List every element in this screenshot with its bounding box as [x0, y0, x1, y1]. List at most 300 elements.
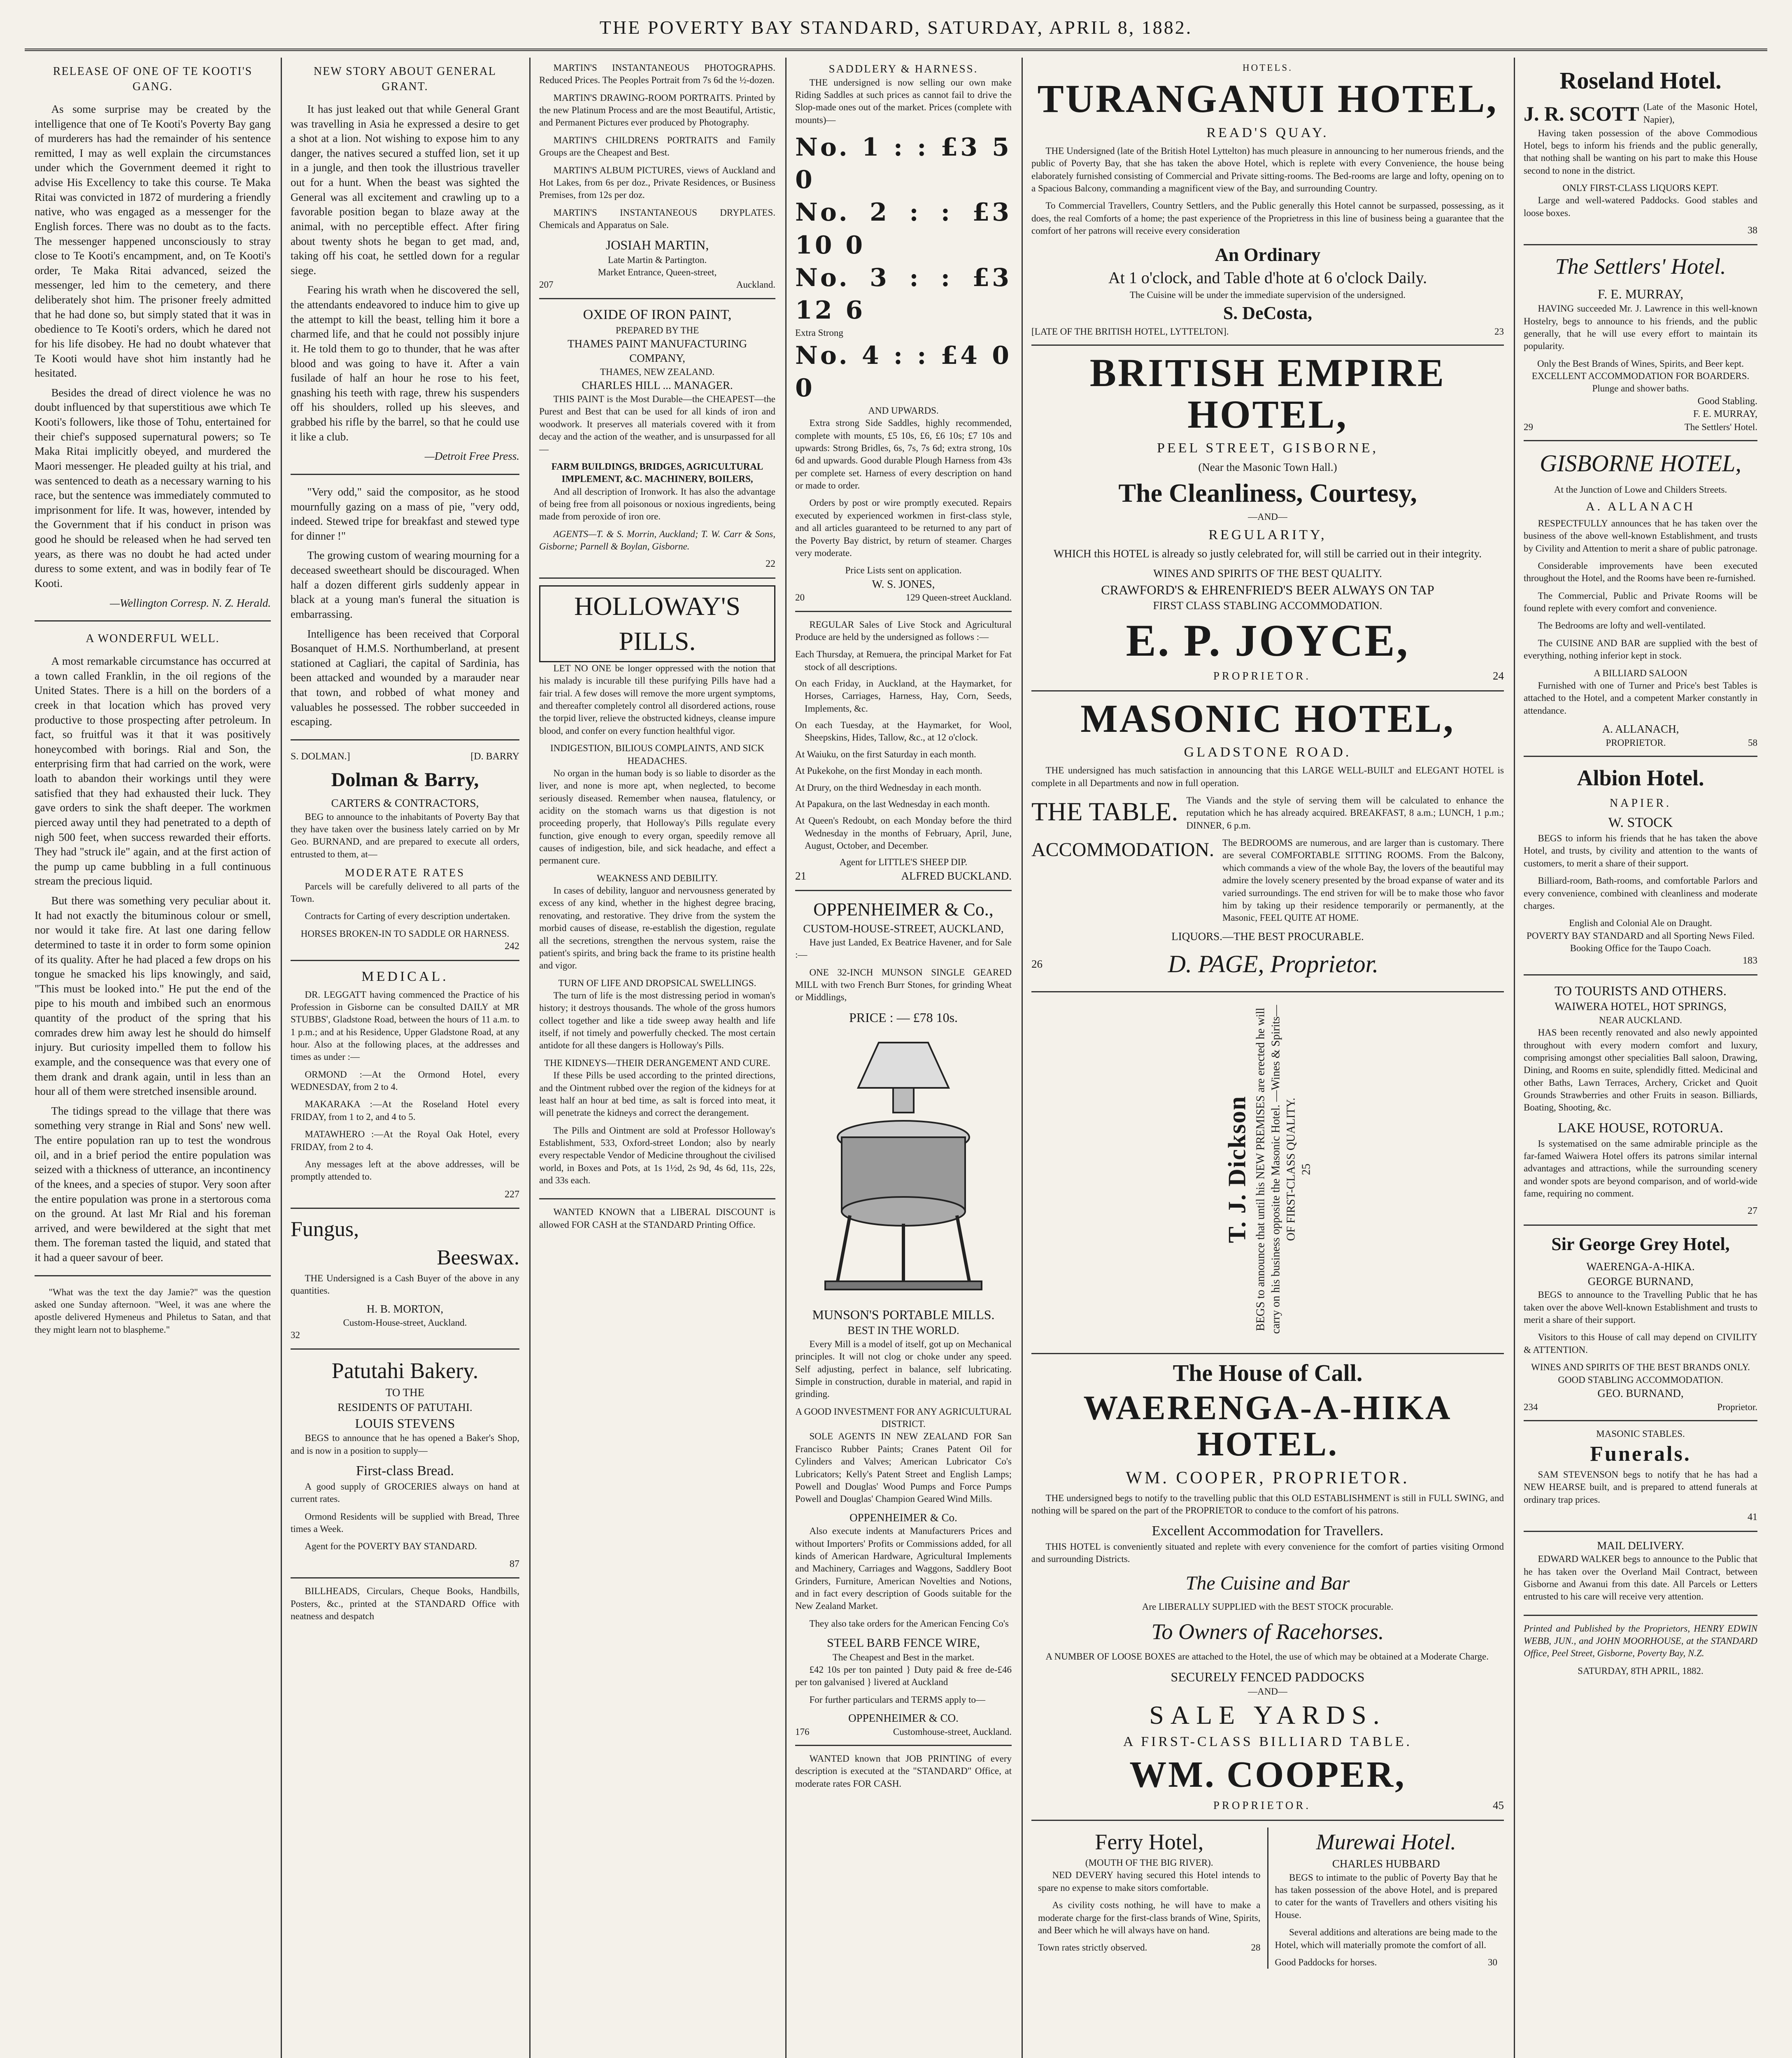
advert-body: FIRST CLASS STABLING ACCOMMODATION. — [1153, 599, 1382, 612]
advert-title: Dolman & Barry, — [331, 768, 479, 791]
advert-title: GISBORNE HOTEL, — [1540, 450, 1741, 477]
article-paragraph: It has just leaked out that while General Grant was travelling in Asia he expressed a desire to get a shot at a lion. Not wishing to expose him to any danger, the natives secured a stuffed lion, set it up in a jungle, and then took the illustrious traveller out for a hunt. When the beast was sighted the General was all excitement and crawling up to a favorable position began to blaze away at the animal, with no perceptible effect. After firing about twenty shots he began to get mad, and, taking off his coat, he settled down for a regular siege. — [291, 102, 519, 277]
advert-name: JOSIAH MARTIN, — [605, 237, 709, 253]
advert-body: Is systematised on the same admirable principle as the far-famed Waiwera Hotel offers its patrons similar internal advantages and attractions, while the surrounding scenery and wonder spots are beyond comparison, and of world-wide fame, requiring no comment. — [1524, 1138, 1757, 1199]
advert-number: 29 — [1524, 422, 1533, 433]
advert-albion-hotel — [1524, 764, 1757, 975]
advert-number: 32 — [291, 1330, 300, 1341]
advert-subtitle: Late Martin & Partington. — [607, 254, 707, 265]
column-3 — [529, 58, 785, 2058]
advert-subtitle: MASONIC STABLES. — [1596, 1428, 1685, 1439]
sales-schedule-item: At Queen's Redoubt, on each Monday before the third Wednesday in the months of February, April, June, August, October, and December. — [795, 815, 1012, 851]
advert-address: 129 Queen-street Auckland. — [905, 592, 1012, 603]
column-6 — [1514, 58, 1767, 2058]
article-title: A WONDERFUL WELL. — [86, 632, 220, 645]
advert-billheads: BILLHEADS, Circulars, Cheque Books, Handbills, Posters, &c., printed at the STANDARD Office with neatness and despatch — [291, 1586, 519, 1622]
advert-name: W. STOCK — [1608, 815, 1673, 831]
advert-name: A. ALLANACH — [1586, 500, 1695, 514]
advert-body: BEGS to announce that until his NEW PREMISES are erected he will carry on his business opposite the Masonic Hotel. —Wines & Spirits— OF FIRST-CLASS QUALITY. — [1254, 1005, 1298, 1334]
advert-price: PRICE : — £78 10s. — [849, 1010, 958, 1025]
advert-body: Furnished with one of Turner and Price's best Tables is attached to the Hotel, and a competent Marker constantly in attendance. — [1524, 680, 1757, 716]
advert-city: Auckland. — [736, 279, 775, 290]
advert-body: NED DEVERY having secured this Hotel intends to spare no expense to make sitors comfortable. — [1038, 1870, 1261, 1893]
advert-body: HAVING succeeded Mr. J. Lawrence in this well-known Hostelry, begs to announce to his friends, and the public generally, that he will use every effort to maintain its popularity. — [1524, 303, 1757, 352]
advert-title: WAERENGA-A-HIKA HOTEL. — [1083, 1389, 1452, 1464]
advert-martin — [539, 62, 775, 299]
advert-body: Agent for the POVERTY BAY STANDARD. — [305, 1541, 477, 1552]
advert-number: 227 — [505, 1189, 519, 1200]
advert-body: MARTIN'S DRAWING-ROOM PORTRAITS. Printed by the new Platinum Process and are the most Beautiful, Artistic, and Permanent Pictures ever produced by Photography. — [539, 92, 775, 128]
advert-name: GEORGE BURNAND, — [1587, 1275, 1694, 1287]
column-4 — [785, 58, 1022, 2058]
article-paragraph: The growing custom of wearing mourning for a deceased sweetheart should be discouraged. When half a dozen different girls suddenly appear in black at a young man's funeral the situation is embarrassing. — [291, 549, 519, 620]
advert-number: 242 — [505, 941, 519, 952]
advert-title: OPPENHEIMER & Co., — [813, 899, 994, 920]
advert-body: SOLE AGENTS IN NEW ZEALAND FOR San Francisco Rubber Paints; Cranes Patent Oil for Cylinders and Valves; American Lubricator Co's Lubricators; Kelly's Patent Street and English Lamps; Powell and Douglas' Wood Pumps and Force Pumps Powell and Douglas' Champion Geared Wind Mills. — [795, 1431, 1012, 1504]
advert-waerenga-hotel — [1031, 1361, 1504, 1821]
advert-name: OPPENHEIMER & CO. — [848, 1712, 959, 1725]
advert-number: 207 — [539, 279, 554, 290]
advert-highlight: SECURELY FENCED PADDOCKS — [1171, 1669, 1365, 1684]
advert-body: THE undersigned is now selling our own make Riding Saddles at such prices as cannot fail to drive the Slop-made ones out of the market. Prices (complete with mounts)— — [795, 77, 1012, 125]
advert-highlight: MODERATE RATES — [344, 866, 465, 879]
advert-subtitle: PEEL STREET, GISBORNE, — [1157, 440, 1379, 456]
article-paragraph: As some surprise may be created by the intelligence that one of Te Kooti's Poverty Bay gang of murderers has had the remainder of his sentence remitted, I may as well explain the circumstances under which the Government deemed it right to advise His Excellency to take this course. Te Maka Ritai was convicted in 1872 of murdering a friendly native, who was engaged as a messenger for the English forces. There was no doubt as to the facts. The messenger happened unconsciously to stray close to Te Kooti's encampment, and, on Te Kooti's order, Te Maka Ritai advanced, seized the messenger, led him to the cemetery, and there deliberately shot him. The prisoner freely admitted that he had done so, but simply stated that it was in obedience to Te Kooti's orders, which he dared not for his life disobey. He had no doubt whatever that Te Kooti would have shot him instantly had he hesitated. — [35, 102, 271, 379]
advert-body: EXCELLENT ACCOMMODATION FOR BOARDERS. — [1531, 371, 1750, 382]
column-5 — [1022, 58, 1514, 2058]
advert-body: The BEDROOMS are numerous, and are larger than is customary. There are several COMFORTABLE SITTING ROOMS. From the Balcony, which commands a view of the whole Bay, the lovers of the beautiful may admire the lovely scenery presented by the broad expanse of water and its varied surroundings. The end striven for will be to make those who favor him by taking up their residence temporarily or permanently, at the Masonic, FEEL QUITE AT HOME. — [1222, 838, 1504, 923]
advert-body: £42 10s per ton painted } Duty paid & free de-£46 per ton galvanised } livered at Auckland — [795, 1665, 1012, 1688]
advert-body: Have just Landed, Ex Beatrice Havener, and for Sale :— — [795, 937, 1012, 960]
advert-fungus — [291, 1215, 519, 1349]
advert-title: Funerals. — [1590, 1442, 1691, 1466]
advert-subtitle: PROPRIETOR. — [1606, 737, 1666, 748]
advert-body: THIS HOTEL is conveniently situated and replete with every convenience for the comfort of parties visiting Ormond and surrounding Districts. — [1031, 1541, 1504, 1564]
advert-murewai-hotel — [1267, 1828, 1504, 1969]
advert-body: MARTIN'S ALBUM PICTURES, views of Auckland and Hot Lakes, from 6s per doz., Private Residences, or Business Premises, from 12s per doz. — [539, 165, 775, 200]
advert-title: Fungus, — [291, 1218, 359, 1241]
advert-title: Beeswax. — [437, 1246, 519, 1269]
advert-body: As civility costs nothing, he will have to make a moderate charge for the first-class brands of Wine, Spirits, and Beer which he will always have on hand. — [1038, 1900, 1261, 1935]
advert-body: EDWARD WALKER begs to announce to the Public that he has taken over the Overland Mail Contract, between Gisborne and Awanui from this date. All Parcels or Letters entrusted to his care will receive very attention. — [1524, 1554, 1757, 1602]
sales-schedule-item: At Papakura, on the last Wednesday in each month. — [795, 799, 990, 809]
advert-subhead: THE TABLE. — [1031, 797, 1178, 826]
advert-subtitle: THAMES, NEW ZEALAND. — [600, 367, 715, 377]
advert-subtitle: PREPARED BY THE — [615, 325, 699, 335]
advert-body: POVERTY BAY STANDARD and all Sporting News Filed. — [1527, 930, 1755, 941]
advert-subtitle: NAPIER. — [1609, 797, 1672, 810]
advert-subtitle: BEST IN THE WORLD. — [847, 1324, 959, 1337]
advert-highlight: An Ordinary — [1215, 244, 1321, 265]
advert-address: Customhouse-street, Auckland. — [893, 1726, 1012, 1737]
advert-body: Are LIBERALLY SUPPLIED with the BEST STOCK procurable. — [1142, 1601, 1394, 1612]
hotels-two-column — [1031, 1828, 1504, 1969]
advert-number: 58 — [1748, 737, 1757, 748]
advert-number: 24 — [1493, 669, 1504, 682]
advert-number: 176 — [795, 1726, 810, 1737]
advert-subtitle: PROPRIETOR. — [1213, 1799, 1311, 1812]
advert-body: MARTIN'S CHILDRENS PORTRAITS and Family Groups are the Cheapest and Best. — [539, 135, 775, 158]
advert-number: 41 — [1748, 1511, 1757, 1523]
advert-subhead: THE KIDNEYS—THEIR DERANGEMENT AND CURE. — [544, 1057, 770, 1068]
advert-number: 38 — [1748, 225, 1757, 236]
advert-saddlery — [795, 62, 1012, 612]
advert-body: Agent for LITTLE'S SHEEP DIP. — [839, 857, 968, 868]
advert-name: J. R. SCOTT — [1524, 102, 1639, 125]
advert-title: Albion Hotel. — [1577, 765, 1704, 790]
advert-subtitle: A GOOD INVESTMENT FOR ANY AGRICULTURAL DISTRICT. — [795, 1406, 1012, 1429]
advert-body: Town rates strictly observed. — [1038, 1942, 1147, 1953]
advert-body: Booking Office for the Taupo Coach. — [1570, 943, 1711, 953]
price-row: No. 2 : : £3 10 0 — [795, 198, 1012, 260]
advert-subtitle: —AND— — [1248, 1686, 1287, 1697]
advert-subtitle: (MOUTH OF THE BIG RIVER). — [1085, 1858, 1213, 1868]
advert-body: WINES AND SPIRITS OF THE BEST BRANDS ONLY. — [1531, 1362, 1750, 1373]
advert-body: THE undersigned begs to notify to the travelling public that this OLD ESTABLISHMENT is still in FULL SWING, and nothing will be spared on the part of the PROPRIETOR to conduce to the comfort of his patrons. — [1031, 1493, 1504, 1516]
advert-body: LIQUORS.—THE BEST PROCURABLE. — [1171, 930, 1364, 943]
advert-subtitle: GLADSTONE ROAD. — [1184, 745, 1352, 760]
section-title: HOTELS. — [1243, 63, 1293, 73]
advert-agents: AGENTS—T. & S. Morrin, Auckland; T. W. Carr & Sons, Gisborne; Parnell & Boylan, Gisborne. — [539, 528, 775, 552]
advert-body: Contracts for Carting of every description undertaken. — [305, 911, 510, 922]
advert-title: Murewai Hotel. — [1316, 1829, 1456, 1854]
advert-body: THE Undersigned is a Cash Buyer of the above in any quantities. — [291, 1273, 519, 1296]
advert-title: OXIDE OF IRON PAINT, — [583, 307, 732, 322]
advert-highlight: At 1 o'clock, and Table d'hote at 6 o'clock Daily. — [1108, 268, 1427, 287]
advert-body: ONLY FIRST-CLASS LIQUORS KEPT. — [1562, 182, 1719, 193]
advert-subtitle: AND UPWARDS. — [868, 405, 939, 416]
advert-highlight: A BILLIARD SALOON — [1594, 668, 1687, 678]
advert-title: MUNSON'S PORTABLE MILLS. — [812, 1307, 995, 1322]
advert-number: 183 — [1743, 955, 1757, 966]
advert-ferry-hotel — [1031, 1828, 1267, 1969]
advert-body: Good Paddocks for horses. — [1275, 1957, 1377, 1967]
masthead-rule — [25, 49, 1767, 51]
advert-body: THE Undersigned (late of the British Hotel Lyttelton) has much pleasure in announcing to her numerous friends, and the public of Poverty Bay, that she has taken the above Hotel, which is replete with every Convenience, the house being elaborately furnished consisting of Commercial and Private sitting-rooms. The Bed-rooms are large and lofty, opening on to a Spacious Balcony, commanding a magnificent view of the Bay, and surrounding Country. — [1031, 146, 1504, 194]
advert-masonic-hotel — [1031, 698, 1504, 993]
advert-wanted: WANTED known that JOB PRINTING of every description is executed at the "STANDARD" Office, at moderate rates FOR CASH. — [795, 1753, 1012, 1789]
advert-body: Large and well-watered Paddocks. Good stables and loose boxes. — [1524, 195, 1757, 218]
advert-body: BEGS to announce that he has opened a Baker's Shop, and is now in a position to supply— — [291, 1433, 519, 1456]
advert-name: GEO. BURNAND, — [1597, 1387, 1684, 1399]
advert-number: 25 — [1300, 1164, 1313, 1176]
advert-body: MAKARAKA :—At the Roseland Hotel every FRIDAY, from 1 to 2, and 4 to 5. — [291, 1099, 519, 1122]
advert-highlight: STEEL BARB FENCE WIRE, — [827, 1636, 980, 1650]
article-paragraph: "What was the text the day Jamie?" was the question asked one Sunday afternoon. "Weel, it was ane where the apostle delivered Hymeneus and Philetus to Satan, and that they might learn not to blaspheme." — [35, 1287, 271, 1335]
advert-subtitle: WM. COOPER, PROPRIETOR. — [1126, 1468, 1410, 1488]
advert-subtitle: THAMES PAINT MANUFACTURING COMPANY, — [567, 337, 747, 365]
sales-schedule-item: On each Friday, in Auckland, at the Haymarket, for Horses, Carriages, Harness, Hay, Corn, Seeds, Implements, &c. — [795, 678, 1012, 714]
divider — [291, 474, 519, 475]
advert-subhead: WEAKNESS AND DEBILITY. — [596, 873, 718, 883]
advert-number: 23 — [1494, 326, 1504, 337]
article-title: RELEASE OF ONE OF TE KOOTI'S GANG. — [53, 65, 253, 93]
advert-name: H. B. MORTON, — [366, 1303, 444, 1315]
advert-sir-george-grey-hotel — [1524, 1232, 1757, 1421]
advert-body: Good Stabling. — [1697, 396, 1757, 407]
advert-title: TO TOURISTS AND OTHERS. — [1555, 983, 1727, 998]
advert-body: RESPECTFULLY announces that he has taken over the business of the above well-known Establishment, and trusts by Civility and Attention to merit a share of public patronage. — [1524, 518, 1757, 554]
sales-schedule-item: At Pukekohe, on the first Monday in each month. — [795, 766, 982, 776]
advert-title: MAIL DELIVERY. — [1597, 1539, 1684, 1552]
advert-subhead: The Cuisine and Bar — [1185, 1572, 1350, 1595]
advert-subhead: INDIGESTION, BILIOUS COMPLAINTS, AND SICK HEADACHES. — [550, 743, 765, 766]
advert-highlight: Excellent Accommodation for Travellers. — [1152, 1523, 1384, 1539]
advert-subtitle: WAERENGA-A-HIKA. — [1586, 1260, 1695, 1273]
advert-body: The Viands and the style of serving them will be calculated to enhance the reputation which he has already acquired. BREAKFAST, 8 a.m.; LUNCH, 1 p.m.; DINNER, 6 p.m. — [1186, 795, 1504, 831]
advert-subtitle: PROPRIETOR. — [1213, 669, 1311, 682]
advert-subtitle: (Late of the Masonic Hotel, Napier), — [1643, 102, 1757, 125]
advert-subtitle: —AND— — [1248, 512, 1287, 522]
sales-schedule — [795, 648, 1012, 852]
advert-british-empire-hotel — [1031, 352, 1504, 691]
advert-subtitle: CARTERS & CONTRACTORS, — [331, 796, 479, 809]
advert-number: 26 — [1031, 958, 1043, 970]
advert-subtitle: At the Junction of Lowe and Childers Streets. — [1554, 484, 1727, 495]
advert-body: A NUMBER OF LOOSE BOXES are attached to the Hotel, the use of which may be obtained at a Moderate Charge. — [1045, 1651, 1489, 1662]
advert-body: The Pills and Ointment are sold at Professor Holloway's Establishment, 533, Oxford-street London; also by nearly every respectable Vendor of Medicine throughout the civilised world, in Boxes and Pots, at 1s 1½d, 2s 9d, 4s 6d, 11s, 22s, and 33s each. — [539, 1125, 775, 1186]
advert-body: MARTIN'S INSTANTANEOUS DRYPLATES. Chemicals and Apparatus on Sale. — [539, 207, 775, 230]
advert-subtitle: The Settlers' Hotel. — [1684, 422, 1757, 433]
advert-highlight: First-class Bread. — [356, 1463, 454, 1479]
article-paragraph: Besides the dread of direct violence he was no doubt influenced by that superstitious awe which Te Kooti's followers, like those of Tohu, entertained for their chief's supposed supernatural powers; so Te Maka Ritai implicitly obeyed, and murdered the Maori messenger. He pleaded guilty at his trial, and was sentenced to death as a necessary warning to his race, but the sentence was immediately commuted to imprisonment for life. It was, however, intended by the Government that if his conduct in prison was good he should be released when he had served ten years, as there was no doubt he had acted under duress to some extent, and was in bodily fear of Te Kooti. — [35, 386, 271, 589]
advert-body: THIS PAINT is the Most Durable—the CHEAPEST—the Purest and Best that can be used for all kinds of iron and woodwork. It preserves all materials covered with it from decay and the action of the weather, and is unsurpassed for all— — [539, 394, 775, 454]
advert-body: ORMOND :—At the Ormond Hotel, every WEDNESDAY, from 2 to 4. — [291, 1069, 519, 1092]
advert-name: OPPENHEIMER & Co. — [849, 1511, 957, 1524]
advert-patutahi-bakery — [291, 1356, 519, 1579]
advert-name: A. ALLANACH, — [1602, 722, 1679, 735]
article-paragraph: Fearing his wrath when he discovered the sell, the attendants endeavored to induce him to give up the attempt to kill the beast, telling him it bore a charmed life, and that he could not possibly injure it. He told them to go to thunder, that he was after blood and was going to have it. After a vain fusilade of half an hour he rose to his feet, gnashing his teeth with rage, threw his suspenders off his shoulders, rolled up his sleeves, and grabbed his rifle by the barrel, so that he could use it like a club. — [291, 284, 519, 443]
advert-body: In cases of debility, languor and nervousness generated by excess of any kind, whether in the highest degree bracing, renovating, and restorative. They drive from the system the morbid causes of disease, re-establish the digestion, regulate all the secretions, strengthen the nervous system, raise the patient's spirits, and bring back the frame to its pristine health and vigor. — [539, 885, 775, 971]
advert-subtitle: READ'S QUAY. — [1206, 125, 1329, 141]
advert-dolman-barry — [291, 750, 519, 961]
advert-subtitle: WAIWERA HOTEL, HOT SPRINGS, — [1555, 1000, 1727, 1013]
advert-body: [LATE OF THE BRITISH HOTEL, LYTTELTON]. — [1031, 326, 1229, 337]
advert-mail-delivery — [1524, 1539, 1757, 1616]
advert-oppenheimer — [795, 898, 1012, 1746]
advert-body: HAS been recently renovated and also newly appointed throughout with every modern comfort and luxury, comprising amongst other specialities Ball saloon, Drawing, Dining, and Rooms en suite, splendidly fitted. Medicinal and other Baths, Lawn Terraces, Archery, Cricket and Quoit Grounds Strawberries and other Fruits in season. Billiards, Boating, Shooting, &c. — [1524, 1027, 1757, 1113]
advert-title: TURANGANUI HOTEL, — [1037, 77, 1498, 121]
advert-body: Extra strong Side Saddles, highly recommended, complete with mounts, £5 10s, £6, £6 10s; £7 10s and upwards: Strong Bridles, 6s, 7s, 7s 6d; extra strong, 10s 6d and upwards. Good durable Plough Harness from 43s per complete set. Harness of every description on hand or made to order. — [795, 418, 1012, 491]
advert-body: MATAWHERO :—At the Royal Oak Hotel, every FRIDAY, from 2 to 4. — [291, 1129, 519, 1152]
divider — [291, 739, 519, 740]
advert-body: WHICH this HOTEL is already so justly celebrated for, will still be carried out in their integrity. — [1054, 547, 1482, 560]
divider — [35, 1275, 271, 1276]
advert-body: For further particulars and TERMS apply to— — [809, 1694, 986, 1705]
advert-name: F. E. MURRAY, — [1597, 286, 1684, 301]
advert-body: SAM STEVENSON begs to notify that he has had a NEW HEARSE built, and is prepared to attend funerals at ordinary trap prices. — [1524, 1469, 1757, 1505]
advert-number: 234 — [1524, 1401, 1538, 1412]
advert-dickson-rotated — [1144, 1001, 1391, 1338]
advert-body: And all description of Ironwork. It has also the advantage of being free from all poisonous or noxious ingredients, being made from peroxide of iron ore. — [539, 486, 775, 522]
advert-address: Market Entrance, Queen-street, — [598, 267, 717, 277]
divider — [35, 620, 271, 622]
advert-title: SADDLERY & HARNESS. — [829, 63, 978, 75]
advert-name: W. S. JONES, — [872, 577, 935, 590]
advert-number: 21 — [795, 869, 806, 882]
column-2 — [281, 58, 529, 2058]
advert-body: GOOD STABLING ACCOMMODATION. — [1558, 1374, 1723, 1385]
advert-body: Considerable improvements have been executed throughout the Hotel, and the Rooms have been re-furnished. — [1524, 561, 1757, 584]
advert-title: LAKE HOUSE, ROTORUA. — [1558, 1120, 1723, 1136]
advert-settlers-hotel — [1524, 252, 1757, 442]
advert-subhead: ACCOMMODATION. — [1031, 839, 1215, 861]
advert-partner: S. DOLMAN.] — [291, 751, 350, 762]
advert-subhead: To Owners of Racehorses. — [1151, 1619, 1384, 1644]
advert-body: The Cheapest and Best in the market. — [832, 1652, 975, 1662]
advert-body: THE undersigned has much satisfaction in announcing that this LARGE WELL-BUILT and ELEGANT HOTEL is complete in all Departments and now in full operation. — [1031, 765, 1504, 788]
article-title: NEW STORY ABOUT GENERAL GRANT. — [314, 65, 496, 93]
advert-body: The turn of life is the most distressing period in woman's history; it destroys thousands. The whole of the gross humors collect together and like a tide sweep away health and life itself, if not timely and powerfully checked. The most certain antidote for all these dangers is Holloway's Pills. — [539, 990, 775, 1051]
advert-body: To Commercial Travellers, Country Settlers, and the Public generally this Hotel cannot be surpassed, possessing, as it does, the real Comforts of a home; the past experience of the Proprietress in this line of business being a guarantee that the comfort of her patrons will receive every consideration — [1031, 200, 1504, 236]
advert-body: CRAWFORD'S & EHRENFRIED'S BEER ALWAYS ON TAP — [1101, 582, 1434, 597]
advert-title: The Settlers' Hotel. — [1555, 254, 1726, 279]
advert-body: The Commercial, Public and Private Rooms will be found replete with every comfort and convenience. — [1524, 590, 1757, 614]
mill-illustration — [817, 1034, 990, 1298]
advert-roseland-hotel — [1524, 65, 1757, 245]
advert-body: BEGS to intimate to the public of Poverty Bay that he has taken possession of the above Hotel, and is prepared to cater for the wants of Travellers and others visiting his House. — [1275, 1872, 1497, 1920]
advert-body: ONE 32-INCH MUNSON SINGLE GEARED MILL with two French Burr Stones, for grinding Wheat or Middlings, — [795, 967, 1012, 1003]
advert-number: 28 — [1251, 1942, 1261, 1953]
advert-dickson — [1031, 1001, 1504, 1354]
advert-number: 27 — [1748, 1206, 1757, 1217]
advert-body: BEGS to inform his friends that he has taken the above Hotel, and trusts, by civility and attention to the wants of customers, to merit a share of their support. — [1524, 833, 1757, 868]
advert-highlight: REGULARITY, — [1208, 527, 1327, 542]
advert-title: HOLLOWAY'S PILLS. — [539, 585, 775, 662]
advert-subtitle: RESIDENTS OF PATUTAHI. — [337, 1401, 472, 1413]
advert-name: D. PAGE, Proprietor. — [1168, 950, 1379, 978]
sales-schedule-item: Each Thursday, at Remuera, the principal Market for Fat stock of all descriptions. — [795, 649, 1012, 672]
imprint-date: SATURDAY, 8TH APRIL, 1882. — [1578, 1665, 1704, 1676]
sales-schedule-item: On each Tuesday, at the Haymarket, for Wool, Sheepskins, Hides, Tallow, &c., at 12 o'clock. — [795, 720, 1012, 743]
advert-body: MARTIN'S INSTANTANEOUS PHOTOGRAPHS. Reduced Prices. The Peoples Portrait from 7s 6d the ½-dozen. — [539, 63, 775, 86]
advert-name: LOUIS STEVENS — [355, 1416, 455, 1431]
advert-name: ALFRED BUCKLAND. — [901, 869, 1012, 882]
advert-name: E. P. JOYCE, — [1126, 615, 1410, 666]
article-paragraph: The tidings spread to the village that there was something very strange in Rial and Sons' new well. The entire population ran up to test the wondrous oil, and in a brief period the entire population was seized with a thickness of utterance, an incontinency of the knees, and a species of stupor. Very soon after the entire population was prone in a stertorous coma on the ground. At last Mr Rial and his foreman arrived, and were bewildered at the sight that met them. The foreman tasted the liquid, and stated that it had a queer savour of beer. — [35, 1104, 271, 1264]
advert-subtitle: NEAR AUCKLAND. — [1599, 1015, 1682, 1025]
article-signature: —Detroit Free Press. — [424, 450, 519, 463]
advert-highlight: SALE YARDS. — [1149, 1700, 1386, 1730]
advert-title: MEDICAL. — [361, 968, 449, 984]
advert-medical — [291, 968, 519, 1209]
advert-number: 22 — [766, 559, 775, 570]
advert-body: Any messages left at the above addresses, will be promptly attended to. — [291, 1159, 519, 1182]
sales-schedule-item: At Drury, on the third Wednesday in each month. — [795, 782, 982, 793]
masthead: THE POVERTY BAY STANDARD, SATURDAY, APRIL 8, 1882. — [599, 17, 1193, 38]
advert-body: Billiard-room, Bath-rooms, and comfortable Parlors and every convenience, combined with cleanliness and moderate charges. — [1524, 875, 1757, 911]
advert-body: Having taken possession of the above Commodious Hotel, begs to inform his friends and the public generally, that nothing shall be wanting on his part to make this House second to none in the district. — [1524, 128, 1757, 176]
advert-name: CHARLES HUBBARD — [1332, 1858, 1440, 1870]
advert-oxide-paint — [539, 306, 775, 579]
advert-title: MASONIC HOTEL, — [1080, 696, 1455, 740]
advert-body: HORSES BROKEN-IN TO SADDLE OR HARNESS. — [300, 928, 510, 939]
advert-name: S. DeCosta, — [1223, 303, 1313, 324]
advert-name: F. E. MURRAY, — [1693, 409, 1757, 420]
column-1 — [25, 58, 281, 2058]
imprint: Printed and Published by the Proprietors, HENRY EDWIN WEBB, JUN., and JOHN MOORHOUSE, at the STANDARD Office, Peel Street, Gisborne, Poverty Bay, N.Z. — [1524, 1623, 1757, 1659]
advert-title: Ferry Hotel, — [1095, 1829, 1204, 1854]
advert-masonic-stables — [1524, 1428, 1757, 1532]
advert-body: They also take orders for the American Fencing Co's — [809, 1618, 1009, 1629]
advert-number: 20 — [795, 592, 805, 603]
article-paragraph: Intelligence has been received that Corporal Bosanquet of H.M.S. Northumberland, at present stationed at Cagliari, the capital of Sardinia, has been attacked and wounded by a marauder near that town, and robbed of what money and valuables he possessed. The robber succeeded in escaping. — [291, 627, 519, 728]
advert-body: Orders by post or wire promptly executed. Repairs executed by experienced workmen in first-class style, and all articles guaranteed to be returned to any part of the Poverty Bay district, by return of steamer. Charges very moderate. — [795, 498, 1012, 558]
article-signature: —Wellington Corresp. N. Z. Herald. — [109, 596, 271, 609]
advert-body: REGULAR Sales of Live Stock and Agricultural Produce are held by the undersigned as follows :— — [795, 619, 1012, 642]
advert-turanganui-hotel — [1031, 78, 1504, 346]
advert-body: A good supply of GROCERIES always on hand at current rates. — [291, 1481, 519, 1504]
advert-title: Patutahi Bakery. — [331, 1358, 479, 1383]
advert-body: Parcels will be carefully delivered to all parts of the Town. — [291, 881, 519, 904]
advert-highlight: FARM BUILDINGS, BRIDGES, AGRICULTURAL IMPLEMENT, &C. MACHINERY, BOILERS, — [551, 461, 763, 484]
advert-subtitle: CHARLES HILL ... MANAGER. — [582, 379, 733, 392]
advert-body: The CUISINE AND BAR are supplied with the best of everything, nothing inferior kept in stock. — [1524, 638, 1757, 661]
advert-body: Every Mill is a model of itself, got up on Mechanical principles. It will not clog or choke under any speed. Self adjusting, perfect in balance, self lubricating. Simple in construction, durable in material, and rapid in grinding. — [795, 1339, 1012, 1399]
advert-body: Also execute indents at Manufacturers Prices and without Importers' Profits or Commissions added, for all kinds of American Hardware, Agricultural Implements and Machinery, Carriages and Waggons, Saddlery Boot Grinders, Furniture, American Novelties and Notions, and in fact every description of Goods suitable for the New Zealand Market. — [795, 1526, 1012, 1611]
price-note: Extra Strong — [795, 328, 843, 338]
advert-gisborne-hotel — [1524, 448, 1757, 757]
advert-body: BEGS to announce to the Travelling Public that he has taken over the above Well-known Establishment and trusts to merit a share of their support. — [1524, 1290, 1757, 1325]
advert-partner: [D. BARRY — [470, 751, 519, 762]
sales-schedule-item: At Waiuku, on the first Saturday in each month. — [795, 749, 976, 759]
advert-number: 87 — [510, 1558, 519, 1569]
price-row: No. 4 : : £4 0 0 — [795, 341, 1012, 403]
advert-holloway — [539, 585, 775, 1199]
advert-body: Plunge and shower baths. — [1592, 383, 1689, 394]
advert-name: T. J. Dickson — [1223, 1096, 1251, 1243]
advert-body: English and Colonial Ale on Draught. — [1569, 918, 1712, 929]
advert-body: LET NO ONE be longer oppressed with the notion that his malady is incurable till these purifying Pills have had a fair trial. A few doses will remove the more urgent symptoms, and thereafter completely control all disordered actions, rouse the torpid liver, relieve the obstructed kidneys, cleanse impure blood, and confer on every function healthful vigor. — [539, 663, 775, 736]
advert-body: Price Lists sent on application. — [845, 565, 962, 576]
advert-subtitle: (Near the Masonic Town Hall.) — [1198, 461, 1337, 474]
article-paragraph: "Very odd," said the compositor, as he stood mournfully gazing on a mass of pie, "very odd, indeed. Stewed tripe for breakfast and stewed type for dinner !" — [291, 485, 519, 542]
advert-number: 45 — [1493, 1799, 1504, 1812]
advert-subtitle: Proprietor. — [1717, 1401, 1757, 1412]
advert-address: Custom-House-street, Auckland. — [343, 1317, 467, 1328]
advert-body: DR. LEGGATT having commenced the Practice of his Profession in Gisborne can be consulted DAILY at MR STUBBS', Gladstone Road, between the hours of 11 a.m. to 1 p.m.; and at his Residence, Upper Gladstone Road, at any hour. Also at the following places, at the addresses and times as under :— — [291, 989, 519, 1062]
advert-highlight: The Cleanliness, Courtesy, — [1118, 478, 1417, 508]
advert-body: WINES AND SPIRITS OF THE BEST QUALITY. — [1153, 567, 1382, 580]
price-row: No. 3 : : £3 12 6 — [795, 263, 1012, 325]
advert-body: The Bedrooms are lofty and well-ventilated. — [1538, 620, 1706, 631]
advert-subtitle: TO THE — [385, 1386, 425, 1399]
advert-name: WM. COOPER, — [1129, 1754, 1406, 1795]
advert-wanted: WANTED KNOWN that a LIBERAL DISCOUNT is allowed FOR CASH at the STANDARD Printing Office. — [539, 1207, 775, 1230]
advert-subhead: TURN OF LIFE AND DROPSICAL SWELLINGS. — [558, 978, 756, 988]
advert-waiwera-hotel — [1524, 982, 1757, 1226]
advert-number: 30 — [1488, 1957, 1497, 1967]
advert-body: The Cuisine will be under the immediate supervision of the undersigned. — [1129, 290, 1406, 300]
advert-regular-sales — [795, 619, 1012, 892]
advert-body: BEG to announce to the inhabitants of Poverty Bay that they have taken over the business lately carried on by Mr Geo. BURNAND, and are prepared to execute all orders, entrusted to them, at— — [291, 811, 519, 859]
advert-title: BRITISH EMPIRE HOTEL, — [1089, 350, 1446, 436]
advert-title: Sir George Grey Hotel, — [1551, 1234, 1730, 1255]
advert-highlight: A FIRST-CLASS BILLIARD TABLE. — [1123, 1734, 1413, 1749]
article-paragraph: But there was something very peculiar about it. It had not exactly the bituminous colour or smell, nor would it take fire. At last one daring fellow determined to taste it in order to form some opinion of its quality. After he had placed a few drops on his tongue he smacked his lips knowingly, and said, "This must be looked into." He put the end of the pipe to his mouth and imbibed such an enormous quantity of the product of the spring that his comrades drew him away lest he should do himself injury. But curiosity impelled them to follow his example, and the consequence was that every one of them drank and drank again, until in less than an hour all of them were stretched insensible around. — [35, 894, 271, 1098]
advert-body: Ormond Residents will be supplied with Bread, Three times a Week. — [291, 1511, 519, 1534]
advert-body: Several additions and alterations are being made to the Hotel, which will materially promote the comfort of all. — [1275, 1927, 1497, 1950]
advert-body: No organ in the human body is so liable to disorder as the liver, and none is more apt, when neglected, to become seriously diseased. Remember when nausea, flatulency, or acidity on the stomach warns us that digestion is not proceeding properly, that Holloway's Pills regulate every function, give enough to every organ, speedily remove all causes of indigestion, bile, and sick headache, and effect a permanent cure. — [539, 768, 775, 866]
article-paragraph: A most remarkable circumstance has occurred at a town called Franklin, in the oil regions of the United States. There is a hill on the borders of a creek in that location which has proved very productive to those prospecting after petroleum. In fact, so fruitful was it that it was positively honeycombed with borings. Rial and Son, the enterprising firm that had carried on the work, were loath to abandon their workings until they were satisfied that they had exhausted their luck. They gave orders to sink the shaft deeper. The workmen pierced away until they had penetrated to a depth of nigh 500 feet, when success rewarded their efforts. They had "struck ile" again, and at the first action of the pump up came bubbling in a full continuous stream the precious liquid. — [35, 655, 271, 887]
advert-body: Only the Best Brands of Wines, Spirits, and Beer kept. — [1537, 358, 1744, 369]
advert-body: Visitors to this House of call may depend on CIVILITY & ATTENTION. — [1524, 1332, 1757, 1355]
advert-subtitle: The House of Call. — [1173, 1360, 1363, 1387]
advert-subtitle: CUSTOM-HOUSE-STREET, AUCKLAND, — [803, 922, 1004, 935]
advert-body: If these Pills be used according to the printed directions, and the Ointment rubbed over the region of the kidneys for at least half an hour at bed time, as salt is forced into meat, it will penetrate the kidneys and correct the derangement. — [539, 1070, 775, 1118]
advert-title: Roseland Hotel. — [1559, 67, 1722, 94]
price-row: No. 1 : : £3 5 0 — [795, 133, 1012, 195]
